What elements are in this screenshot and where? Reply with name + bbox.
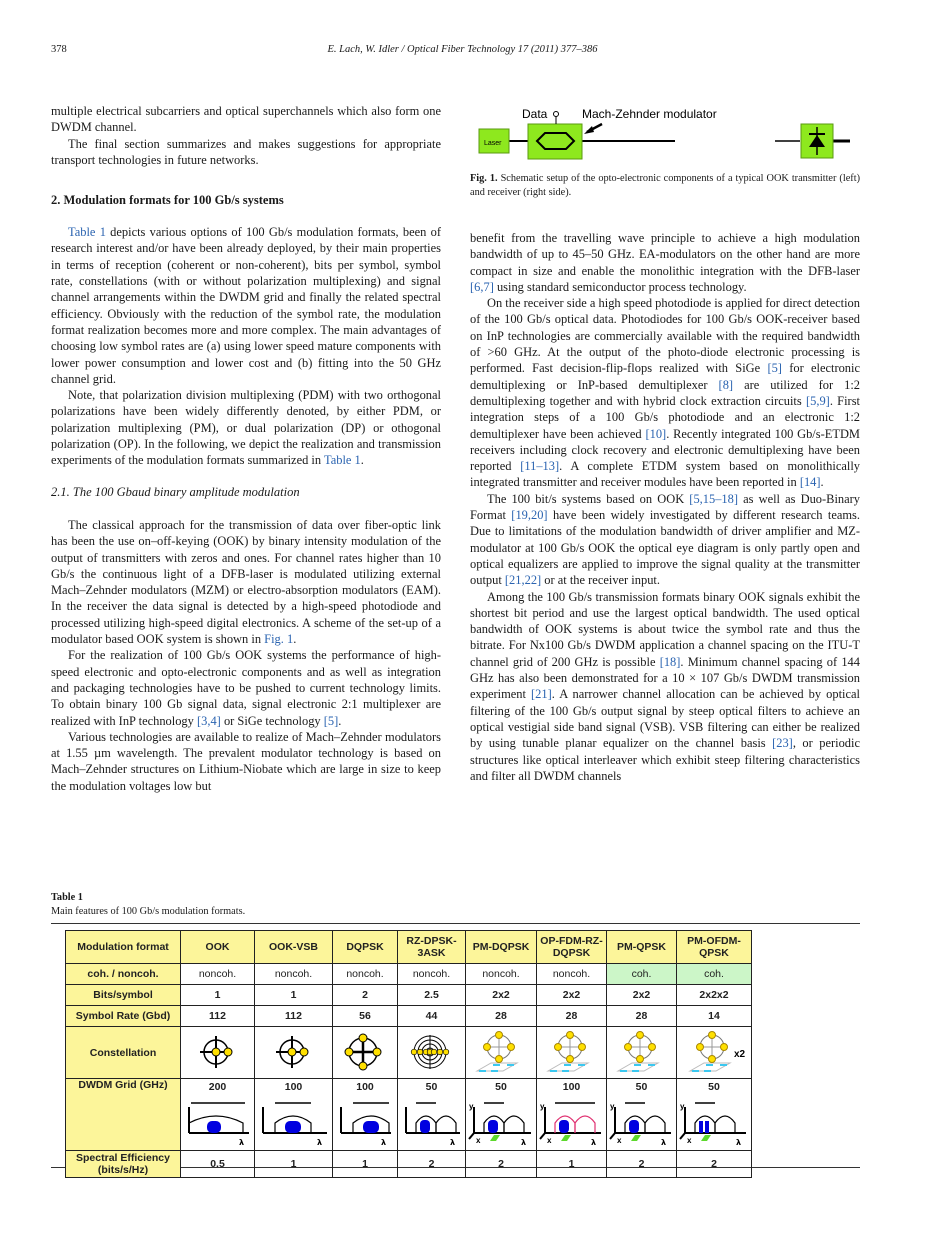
text-run: , or periodic structures like optical interleaver which exhibit steep filtering characteristics and filter all DWDM channels [470, 736, 860, 783]
table-cell: 2x2 [537, 985, 607, 1006]
table-cell: noncoh. [398, 964, 466, 985]
paragraph [470, 491, 860, 589]
table-label: Table 1 [51, 892, 83, 903]
table-row-const [66, 1027, 752, 1079]
table-cell: noncoh. [537, 964, 607, 985]
table-cell: 28 [466, 1006, 537, 1027]
table-cell: 56 [333, 1006, 398, 1027]
lambda-label: λ [660, 1138, 666, 1147]
lambda-label: λ [735, 1138, 741, 1147]
table-cell [333, 1027, 398, 1079]
text-run: . A complete ETDM system based on monolithically integrated transmitter and receiver modules have been reported in [470, 459, 860, 490]
reference-link[interactable]: [5,9] [805, 393, 830, 408]
grid-spacing: 100 [356, 1081, 374, 1093]
lambda-label: λ [590, 1138, 596, 1147]
laser-label: Laser [484, 140, 502, 147]
table-cell: 2 [466, 1151, 537, 1178]
table-cell [181, 1079, 255, 1151]
row-header: coh. / noncoh. [66, 964, 181, 985]
table-cell: noncoh. [466, 964, 537, 985]
table-cell: DQPSK [333, 931, 398, 964]
grid-spacing: 100 [284, 1081, 303, 1093]
constellation-diagram [610, 1027, 674, 1075]
reference-link[interactable]: [21] [531, 687, 552, 702]
modulator-label: Mach-Zehnder modulator [582, 107, 717, 121]
table-cell [333, 1079, 398, 1151]
table-caption [51, 891, 245, 919]
table-cell: noncoh. [181, 964, 255, 985]
constellation-diagram [540, 1027, 604, 1075]
figure-schematic [470, 100, 860, 170]
table-cell: 2x2 [466, 985, 537, 1006]
row-header: Spectral Efficiency (bits/s/Hz) [66, 1151, 181, 1178]
reference-link[interactable]: [10] [645, 426, 667, 441]
table-cell [607, 1079, 677, 1151]
table-cell [677, 1079, 752, 1151]
reference-link[interactable]: [21,22] [504, 573, 542, 588]
paragraph [51, 224, 441, 387]
paragraph [470, 230, 860, 295]
text-run: . Recently integrated 100 Gb/s-ETDM receivers including clock recovery and electronic demultiplexing have been reported [470, 426, 860, 474]
text-run: . [293, 632, 297, 647]
paragraph [51, 517, 441, 647]
x2-label: x2 [734, 1049, 746, 1060]
constellation-diagram [262, 1027, 326, 1075]
reference-link[interactable]: [14] [799, 475, 821, 490]
text-run: Among the 100 Gb/s transmission formats binary OOK signals exhibit the shortest bit period and use the largest optical bandwidth. The used optical bandwidth of OOK systems is about twice the symbol rate and thus the bitrate. For Nx100 Gb/s DWDM application a channel spacing on the ITU-T channel grid of 200 GHz is possible [470, 589, 860, 669]
figure-caption [470, 172, 860, 199]
dwdm-grid-diagram [183, 1093, 253, 1147]
text-run: . [820, 475, 824, 490]
section-heading: 2. Modulation formats for 100 Gb/s systems [51, 193, 284, 208]
text-run: benefit from the travelling wave principle to achieve a high modulation bandwidth of up to 45–50 GHz. EA-modulators on the other hand are more compact in size and enable the monolithic integration with the DFB-laser [470, 231, 860, 278]
table-cell: PM-DQPSK [466, 931, 537, 964]
row-header: Modulation format [66, 931, 181, 964]
reference-link[interactable]: [11–13] [520, 459, 560, 474]
reference-link[interactable]: [19,20] [511, 508, 548, 523]
right-column [470, 230, 860, 784]
constellation-diagram [682, 1027, 746, 1075]
reference-link[interactable]: [5] [323, 713, 339, 728]
table-cell [537, 1027, 607, 1079]
table-row-rate [66, 1006, 752, 1027]
y-axis-label: y [468, 1102, 473, 1111]
y-axis-label: y [609, 1102, 614, 1111]
grid-spacing: 50 [495, 1081, 507, 1093]
reference-link[interactable]: Table 1 [68, 225, 106, 240]
table-cell: noncoh. [333, 964, 398, 985]
reference-link[interactable]: [3,4] [196, 713, 221, 728]
dwdm-grid-diagram [400, 1093, 464, 1147]
paragraph [51, 729, 441, 794]
reference-link[interactable]: [8] [718, 377, 734, 392]
reference-link[interactable]: [6,7] [470, 279, 494, 294]
table-cell: 1 [255, 1151, 333, 1178]
paragraph [470, 589, 860, 785]
grid-spacing: 50 [708, 1081, 720, 1093]
table-row-coh [66, 964, 752, 985]
lambda-label: λ [238, 1138, 244, 1147]
data-label: Data [522, 107, 548, 121]
table-cell: 0.5 [181, 1151, 255, 1178]
constellation-diagram [400, 1027, 464, 1075]
text-run: have been widely investigated by different research teams. Due to limitations of the modulation bandwidth of driver amplifier and MZ-modulator at 100 Gb/s OOK the optical eye diagram is only partly open and optical equalizers are applied to improve the signal quality at the transmitter output [470, 508, 860, 588]
x-axis-label: x [686, 1136, 691, 1145]
y-axis-label: y [539, 1102, 544, 1111]
row-header: DWDM Grid (GHz) [66, 1079, 181, 1151]
text-run: The 100 bit/s systems based on OOK [487, 491, 690, 506]
dwdm-grid-diagram [679, 1093, 750, 1147]
text-run: multiple electrical subcarriers and optical superchannels which also form one DWDM channel. [51, 104, 441, 135]
reference-link[interactable]: [5] [767, 361, 782, 376]
text-run: . [360, 453, 364, 468]
table-row-bits [66, 985, 752, 1006]
table-cell: OOK [181, 931, 255, 964]
reference-link[interactable]: Fig. 1 [264, 632, 294, 647]
lambda-label: λ [520, 1138, 526, 1147]
table-cell [466, 1079, 537, 1151]
table-cell: OOK-VSB [255, 931, 333, 964]
lambda-label: λ [381, 1138, 387, 1147]
text-run: depicts various options of 100 Gb/s modulation formats, been of research interest and/or have been already deployed, by their main properties in terms of reception (coherent or non-coherent), bits per symbol, symbol rate, constellations (with or without polarization multiplexing) and signal channel arrangements within the DWDM grid and finally the related spectral efficiency. Obviously with the reduction of the symbol rate, the modulation format realization becomes more and more complex. The main advantages of choosing low symbol rates are (a) using lower speed mature components with lower power consumption and lower cost and (b) fitting into the 50 GHz channel grid. [51, 225, 441, 386]
table-cell: 2 [677, 1151, 752, 1178]
reference-link[interactable]: [5,15–18] [689, 491, 739, 506]
table-row-se [66, 1151, 752, 1178]
figure-label: Fig. 1. [470, 173, 498, 184]
paragraph [51, 103, 441, 136]
text-run: using standard semiconductor process technology. [493, 279, 747, 294]
row-header: Constellation [66, 1027, 181, 1079]
row-header: Bits/symbol [66, 985, 181, 1006]
table-caption-text: Main features of 100 Gb/s modulation formats. [51, 906, 246, 917]
text-run: Note, that polarization division multiplexing (PDM) with two orthogonal polarizations have been widely differently denoted, by either PDM, or polarization multiplexing (PM), or dual polarization (DP) or othogonal polarization (OP). In the following, we depict the realization and transmission experiments of the modulation formats summarized in [51, 388, 441, 468]
text-run: or at the receiver input. [541, 573, 660, 588]
paragraph [51, 647, 441, 728]
paragraph [51, 136, 441, 169]
grid-spacing: 50 [425, 1081, 438, 1093]
table-cell [537, 1079, 607, 1151]
table-cell [677, 1027, 752, 1079]
dwdm-grid-diagram [609, 1093, 675, 1147]
reference-link[interactable]: [23] [772, 736, 793, 751]
table-cell: 2.5 [398, 985, 466, 1006]
reference-link[interactable]: [18] [659, 654, 681, 669]
table-cell [466, 1027, 537, 1079]
table-cell [398, 1079, 466, 1151]
table-row-grid [66, 1079, 752, 1151]
table-cell: RZ-DPSK-3ASK [398, 931, 466, 964]
table-cell: PM-OFDM-QPSK [677, 931, 752, 964]
table-cell: 14 [677, 1006, 752, 1027]
table-top-rule [51, 923, 860, 924]
table-cell: 112 [181, 1006, 255, 1027]
dwdm-grid-diagram [539, 1093, 605, 1147]
dwdm-grid-diagram [257, 1093, 331, 1147]
running-title: E. Lach, W. Idler / Optical Fiber Technology 17 (2011) 377–386 [327, 44, 598, 55]
table-cell: 1 [537, 1151, 607, 1178]
left-column [51, 103, 441, 794]
x-axis-label: x [546, 1136, 551, 1145]
table-cell: coh. [607, 964, 677, 985]
x-axis-label: x [475, 1136, 480, 1145]
table-cell: 44 [398, 1006, 466, 1027]
text-run: The classical approach for the transmission of data over fiber-optic link has been the use on–off-keying (OOK) by binary intensity modulation of the output of transmitters with zeros and ones. For channel rates higher than 10 Gb/s the continuous light of a DFB-laser is modulated utilizing external Mach–Zehnder modulators (MZM) or electro-absorption modulators (EAM). In the receiver the data signal is detected by a high-speed photodiode and processed utilizing high-speed digital electronics. A scheme of the set-up of a modulator based OOK system is shown in [51, 517, 441, 647]
table-cell [607, 1027, 677, 1079]
table-cell [255, 1027, 333, 1079]
caption-text: Schematic setup of the opto-electronic components of a typical OOK transmitter (left) and receiver (right side). [470, 173, 860, 198]
paragraph [470, 295, 860, 491]
paragraph [51, 387, 441, 468]
table-cell: PM-QPSK [607, 931, 677, 964]
table-cell [181, 1027, 255, 1079]
table-cell: noncoh. [255, 964, 333, 985]
grid-spacing: 200 [208, 1081, 227, 1093]
table-cell: OP-FDM-RZ-DQPSK [537, 931, 607, 964]
text-run: On the receiver side a high speed photodiode is applied for direct detection of the 100 Gb/s optical data. Photodiodes for 100 Gb/s OOK-receiver based on InP technologies are commercially available with the required bandwidth of >60 GHz. At the output of the photo-diode electronic processing is performed. Fast decision-flip-flops realized with SiGe [470, 296, 860, 376]
reference-link[interactable]: Table 1 [324, 453, 361, 468]
text-run: for electronic demultiplexing or InP-based demultiplexer [470, 361, 861, 392]
table-cell: 1 [181, 985, 255, 1006]
table-cell: 1 [333, 1151, 398, 1178]
text-run: . A narrower channel allocation can be achieved by optical filtering of the 100 Gb/s output signal by steep optical filters to achieve an optical vestigial side band signal (VSB). VSB filtering can either be realized by using tunable planar equalizer on the channel basis [470, 687, 860, 751]
subsection-heading: 2.1. The 100 Gbaud binary amplitude modulation [51, 484, 300, 499]
table-cell: 28 [607, 1006, 677, 1027]
table-cell: 112 [255, 1006, 333, 1027]
row-header: Symbol Rate (Gbd) [66, 1006, 181, 1027]
dwdm-grid-diagram [468, 1093, 535, 1147]
table-cell: 2x2x2 [677, 985, 752, 1006]
constellation-diagram [186, 1027, 250, 1075]
table-cell: 2x2 [607, 985, 677, 1006]
text-run: as well as Duo-Binary Format [470, 491, 861, 523]
modulation-formats-table [65, 930, 752, 1178]
grid-spacing: 50 [635, 1081, 648, 1093]
table-cell [398, 1027, 466, 1079]
table-row-format [66, 931, 752, 964]
text-run: Various technologies are available to realize of Mach–Zehnder modulators at 1.55 µm wavelength. The prevalent modulator technology is based on Mach–Zehnder structures on Lithium-Niobate which are large in size to keep the modulation voltages low but [51, 729, 441, 793]
table-cell [255, 1079, 333, 1151]
table-cell: 2 [607, 1151, 677, 1178]
text-run: . [338, 713, 342, 728]
table-cell: 28 [537, 1006, 607, 1027]
grid-spacing: 100 [562, 1081, 581, 1093]
table-cell: coh. [677, 964, 752, 985]
table-cell: 2 [333, 985, 398, 1006]
text-run: are utilized for 1:2 demultiplexing together and with hybrid clock extraction circuits [470, 377, 860, 408]
y-axis-label: y [679, 1102, 684, 1111]
x-axis-label: x [616, 1136, 621, 1145]
text-run: The final section summarizes and makes suggestions for appropriate transport technologies in future networks. [51, 136, 441, 167]
lambda-label: λ [449, 1138, 455, 1147]
lambda-label: λ [316, 1138, 322, 1147]
text-run: . First integration steps of a 100 Gb/s photodiode and an electronic 1:2 demultiplexer have been achieved [470, 393, 860, 441]
text-run: . Minimum channel spacing of 144 GHz has also been demonstrated for a 10 × 107 Gb/s DWDM transmission experiment [470, 654, 860, 702]
dwdm-grid-diagram [335, 1093, 395, 1147]
text-run: For the realization of 100 Gb/s OOK systems the performance of high-speed electronic and opto-electronic components and as well as integration and packaging technologies have to be pushed to current technology limits. To obtain binary 100 Gb signal data, signal electronic 2:1 multiplexer are realized with InP technology [51, 648, 441, 728]
text-run: or SiGe technology [220, 713, 324, 728]
constellation-diagram [469, 1027, 533, 1075]
constellation-diagram [333, 1027, 397, 1075]
table-cell: 2 [398, 1151, 466, 1178]
page-number: 378 [51, 44, 67, 55]
table-cell: 1 [255, 985, 333, 1006]
